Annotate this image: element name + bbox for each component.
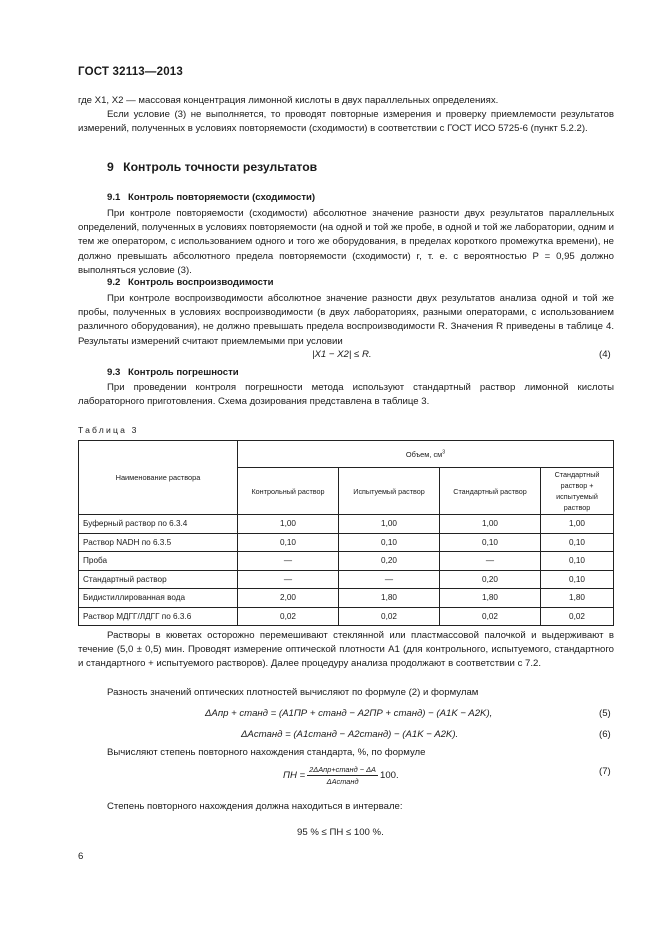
intro-where-line xyxy=(78,94,614,108)
after-table-paragraph: Растворы в кюветах осторожно перемешивают стеклянной или пластмассовой палочкой и выдерживают в течение (5,0 ± 0,5) мин. Проводят измерение оптической плотности A1 (для контрольного, испытуемого, стандартного и стандартного + испытуемого растворов). Далее процедуру анализа продолжают в соответствии с 7.2. xyxy=(78,630,614,670)
section-9-heading xyxy=(107,160,317,174)
table-cell-value: 0,10 xyxy=(541,552,614,571)
formula-7-numerator: 2ΔAпр+станд − ΔA xyxy=(309,765,376,774)
table-cell-value: 0,02 xyxy=(339,607,440,626)
table-caption: Таблица 3 xyxy=(78,425,139,435)
table-cell-value: 0,10 xyxy=(339,533,440,552)
subsection-9-2-title: Контроль воспроизводимости xyxy=(128,277,274,288)
table-row-name: Бидистиллированная вода xyxy=(79,589,238,608)
subsection-9-3-text: При проведении контроля погрешности метода используют стандартный раствор лимонной кислоты лабораторного приготовления. Схема дозирования представлена в таблице 3. xyxy=(78,382,614,408)
difference-paragraph: Разность значений оптических плотностей вычисляют по формуле (2) и формулам xyxy=(107,687,479,698)
table-col-control: Контрольный раствор xyxy=(238,468,339,515)
table-cell-value: 0,10 xyxy=(541,570,614,589)
table-row-name: Буферный раствор по 6.3.4 xyxy=(79,515,238,534)
section-9-title: Контроль точности результатов xyxy=(123,160,318,174)
formula-7 xyxy=(283,765,399,786)
intro-where-text: где X1, X2 — массовая концентрация лимонной кислоты в двух параллельных определениях. xyxy=(78,95,499,106)
formula-8: 95 % ≤ ПН ≤ 100 %. xyxy=(297,827,384,838)
table-cell-value: 1,00 xyxy=(541,515,614,534)
subsection-9-3-number: 9.3 xyxy=(107,367,121,378)
table-header-volume-unit-sup: 3 xyxy=(442,449,446,456)
table-header-name: Наименование раствора xyxy=(79,441,238,515)
intro-paragraph: Если условие (3) не выполняется, то проводят повторные измерения и проверку приемлемости результатов измерений, полученных в условиях повторяемости (сходимости) в соответствии с ГОСТ ИСО 5725-6 (пункт 5.2.2). xyxy=(78,109,614,135)
table-cell-value: 1,00 xyxy=(339,515,440,534)
table-row xyxy=(79,607,614,626)
page-number: 6 xyxy=(78,851,84,862)
table-row xyxy=(79,552,614,571)
table-cell-value: 1,00 xyxy=(238,515,339,534)
formula-7-number: (7) xyxy=(599,766,611,777)
formula-4: |X1 − X2| ≤ R. xyxy=(312,349,372,360)
table-cell-value: 2,00 xyxy=(238,589,339,608)
table-row xyxy=(79,515,614,534)
formula-5-number: (5) xyxy=(599,708,611,719)
table-row-name: Раствор NADH по 6.3.5 xyxy=(79,533,238,552)
formula-7-fraction xyxy=(307,765,378,786)
subsection-9-2-number: 9.2 xyxy=(107,277,121,288)
table-row-name: Раствор МДГГ/ЛДГГ по 6.3.6 xyxy=(79,607,238,626)
formula-5: ΔAпр + станд = (A1ПР + станд − A2ПР + станд) − (A1K − A2K), xyxy=(205,708,493,719)
table-cell-value: 0,10 xyxy=(238,533,339,552)
formula-7-denominator: ΔAстанд xyxy=(326,777,359,786)
table-cell-value: — xyxy=(339,570,440,589)
table-col-standard-plus-test: Стандартный раствор + испытуемый раствор xyxy=(541,468,614,515)
subsection-9-3-heading xyxy=(107,367,239,378)
table-cell-value: 0,02 xyxy=(541,607,614,626)
subsection-9-1-text: При контроле повторяемости (сходимости) абсолютное значение разности двух результатов параллельных определений, полученных в условиях повторяемости (на одной и той же пробе, в одной и той же лаборатории, одним и тем же оператором, с использованием одного и того же оборудования, в пределах короткого промежутка времени), не должно превышать абсолютного предела повторяемости (сходимости) r, т. е. с вероятностью P = 0,95 должно выполняться условие (3). xyxy=(78,208,614,276)
table-cell-value: 0,10 xyxy=(541,533,614,552)
table-cell-value: — xyxy=(440,552,541,571)
table-cell-value: — xyxy=(238,570,339,589)
document-header: ГОСТ 32113—2013 xyxy=(78,66,183,78)
subsection-9-1-heading xyxy=(107,192,315,203)
subsection-9-1-number: 9.1 xyxy=(107,192,121,203)
table-cell-value: 0,20 xyxy=(339,552,440,571)
section-9-number: 9 xyxy=(107,160,114,174)
table-cell-value: 1,80 xyxy=(339,589,440,608)
table-row xyxy=(79,533,614,552)
formula-7-lhs: ПН = xyxy=(283,770,306,781)
table-cell-value: 0,02 xyxy=(238,607,339,626)
table-cell-value: 1,80 xyxy=(541,589,614,608)
table-cell-value: 1,00 xyxy=(440,515,541,534)
table-cell-value: — xyxy=(238,552,339,571)
subsection-9-1-title: Контроль повторяемости (сходимости) xyxy=(128,192,316,203)
table-cell-value: 1,80 xyxy=(440,589,541,608)
table-row-name: Проба xyxy=(79,552,238,571)
recovery-paragraph: Вычисляют степень повторного нахождения стандарта, %, по формуле xyxy=(107,747,426,758)
subsection-9-3-title: Контроль погрешности xyxy=(128,367,239,378)
subsection-9-2-text: При контроле воспроизводимости абсолютное значение разности двух результатов анализа одной и той же пробы, полученных в условиях воспроизводимости (в двух лабораториях, разными операторами, с использованием различного оборудования), не должно превышать предела воспроизводимости R. Значения R приведены в таблице 4. Результаты измерений считают приемлемыми при условии xyxy=(78,293,614,347)
table-row xyxy=(79,570,614,589)
formula-6: ΔAстанд = (A1станд − A2станд) − (A1K − A2K). xyxy=(241,729,459,740)
table-row xyxy=(79,589,614,608)
dosing-table xyxy=(78,440,614,626)
table-col-test: Испытуемый раствор xyxy=(339,468,440,515)
formula-4-number: (4) xyxy=(599,349,611,360)
table-cell-value: 0,02 xyxy=(440,607,541,626)
formula-6-number: (6) xyxy=(599,729,611,740)
table-header-volume-text: Объем, см xyxy=(405,449,443,459)
table-row-name: Стандартный раствор xyxy=(79,570,238,589)
table-header-volume xyxy=(238,441,614,468)
subsection-9-2-heading xyxy=(107,277,274,288)
table-cell-value: 0,10 xyxy=(440,533,541,552)
table-col-standard: Стандартный раствор xyxy=(440,468,541,515)
table-cell-value: 0,20 xyxy=(440,570,541,589)
formula-7-tail: 100. xyxy=(380,770,399,781)
interval-paragraph: Степень повторного нахождения должна находиться в интервале: xyxy=(107,801,403,812)
